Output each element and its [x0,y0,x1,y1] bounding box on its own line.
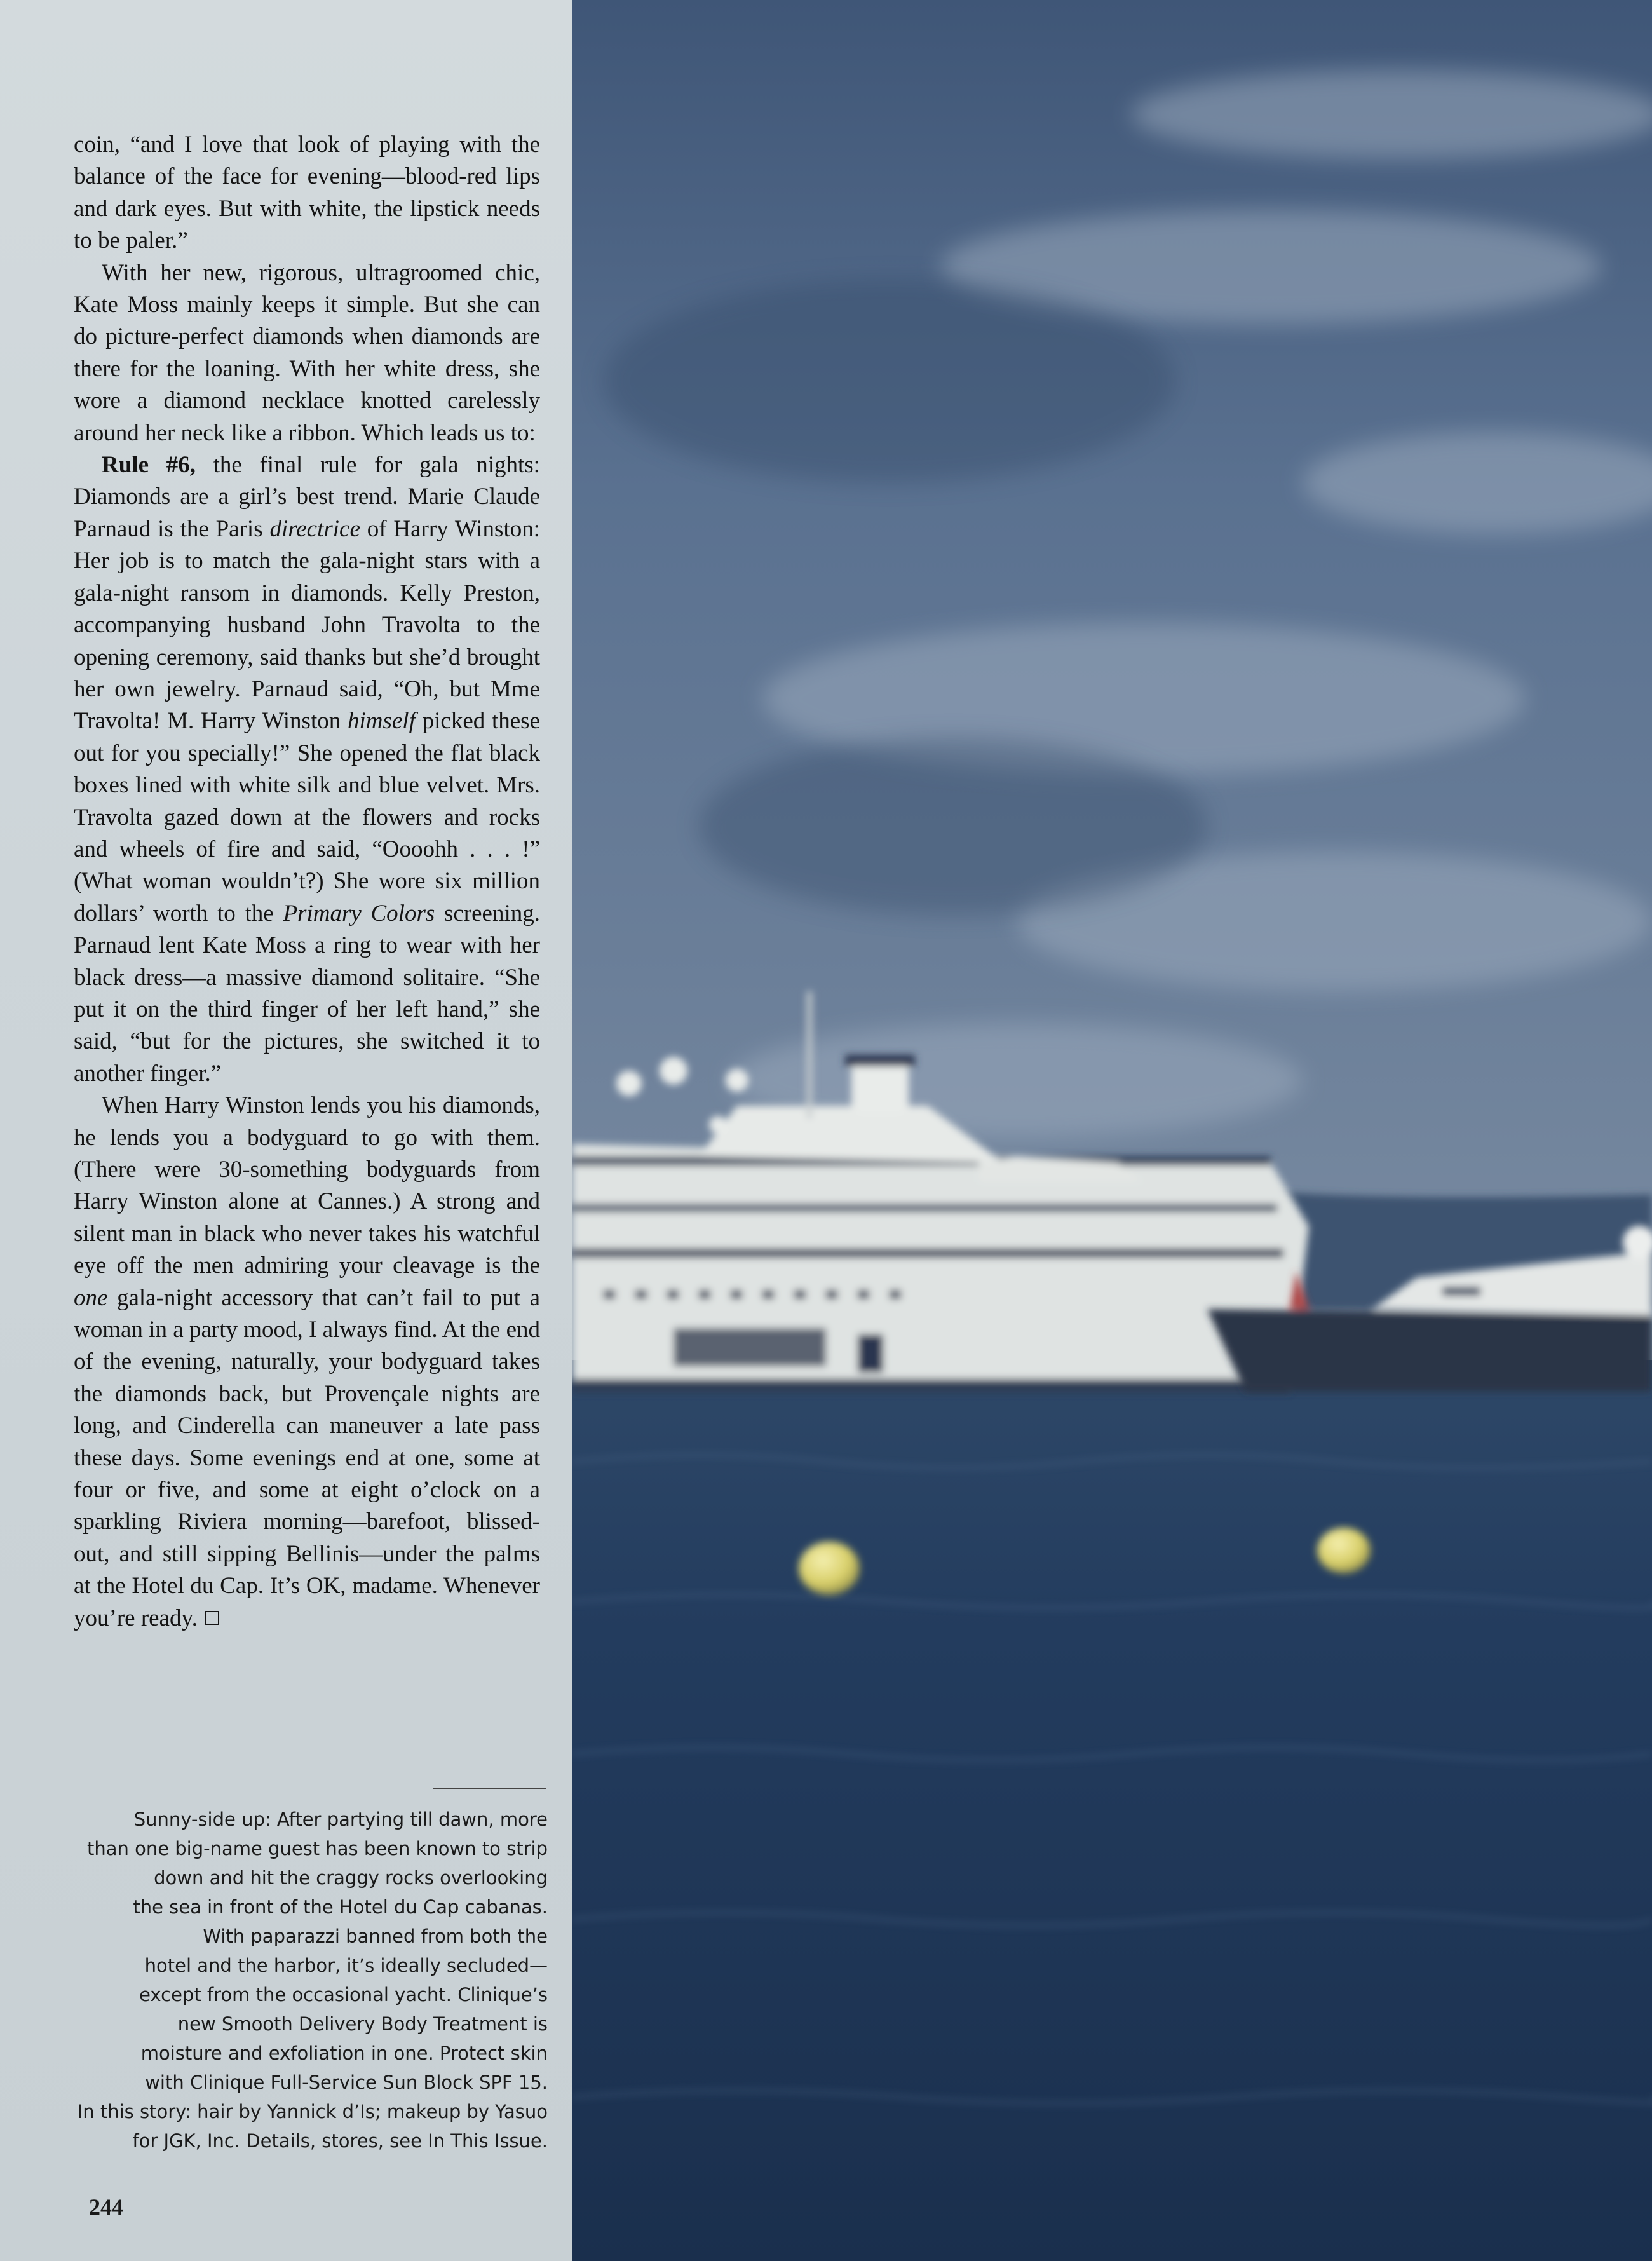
caption-line: than one big-name guest has been known to strip [86,1838,548,1859]
caption-line: moisture and exfoliation in one. Protect skin [140,2042,548,2064]
caption-line: hotel and the harbor, it’s ideally secluded— [144,1955,548,1976]
text-run: gala-night accessory that can’t fail to put a woman in a party mood, I always find. At the end of the evening, naturally, your bodyguard takes the diamonds back, but Provençale nights are long, and Cinderella can maneuver a late pass these days. Some evenings end at one, some at four or five, and some at eight o’clock on a sparkling Riviera morning—barefoot, blissed-out, and still sipping Bellinis—under the palms at the Hotel du Cap. It’s OK, madame. Whenever you’re ready. [74,1284,540,1631]
caption-line: With paparazzi banned from both the [203,1925,548,1947]
page-number: 244 [89,2194,123,2220]
italic-text: directrice [269,515,360,542]
italic-text: one [74,1284,108,1311]
text-run: coin, “and I love that look of playing with the balance of the face for evening—blood-red lips and dark eyes. But with white, the lipstick needs to be paler.” [74,132,540,254]
caption-line: In this story: hair by Yannick d’Is; makeup by Yasuo [77,2101,548,2122]
harbor-photo [572,0,1652,2261]
text-run: screening. Parnaud lent Kate Moss a ring to wear with her black dress—a massive diamond solitaire. “She put it on the third finger of her left hand,” she said, “but for the pictures, she switched it to another finger.” [74,900,540,1087]
text-run: the final rule for gala nights: Diamonds are a girl’s best trend. Marie Claude Parnaud is the Paris [74,452,540,542]
text-run: picked these out for you specially!” She opened the flat black boxes lined with white silk and blue velvet. Mrs. Travolta gazed down at the flowers and rocks and wheels of fire and said, “Oooohh . . . !” (What woman wouldn’t?) She wore six million dollars’ worth to the [74,708,541,927]
caption-line: with Clinique Full-Service Sun Block SPF 15. [145,2072,548,2093]
caption-line: the sea in front of the Hotel du Cap cabanas. [133,1896,548,1918]
end-mark-icon [205,1611,219,1625]
caption-line: for JGK, Inc. Details, stores, see In This Issue. [132,2130,548,2152]
article-paragraph [74,449,540,1090]
rule-heading: Rule #6, [102,452,196,479]
caption-line: down and hit the craggy rocks overlooking [154,1867,548,1889]
text-run: of Harry Winston: Her job is to match the gala-night stars with a gala-night ransom in diamonds. Kelly Preston, accompanying husband John Travolta to the opening ceremony, said thanks but she’d brought her own jewelry. Parnaud said, “Oh, but Mme Travolta! M. Harry Winston [74,515,541,735]
article-paragraph [74,1090,540,1634]
caption-divider [433,1788,546,1789]
article-body [74,129,540,1634]
photo-caption [64,1805,548,2156]
caption-line: Sunny-side up: After partying till dawn, more [133,1809,548,1830]
harbor-photo-illustration [572,0,1652,2261]
article-paragraph [74,257,540,449]
caption-line: except from the occasional yacht. Clinique’s [139,1984,548,2006]
text-run: With her new, rigorous, ultragroomed chic, Kate Moss mainly keeps it simple. But she can do picture-perfect diamonds when diamonds are there for the loaning. With her white dress, she wore a diamond necklace knotted carelessly around her neck like a ribbon. Which leads us to: [74,259,540,446]
italic-text: Primary Colors [283,900,435,927]
text-run: When Harry Winston lends you his diamonds, he lends you a bodyguard to go with them. (There were 30-something bodyguards from Harry Winston alone at Cannes.) A strong and silent man in black who never takes his watchful eye off the men admiring your cleavage is the [74,1092,540,1279]
italic-text: himself [347,708,416,735]
article-paragraph [74,129,540,257]
caption-line: new Smooth Delivery Body Treatment is [177,2013,548,2035]
text-column [0,0,585,2261]
